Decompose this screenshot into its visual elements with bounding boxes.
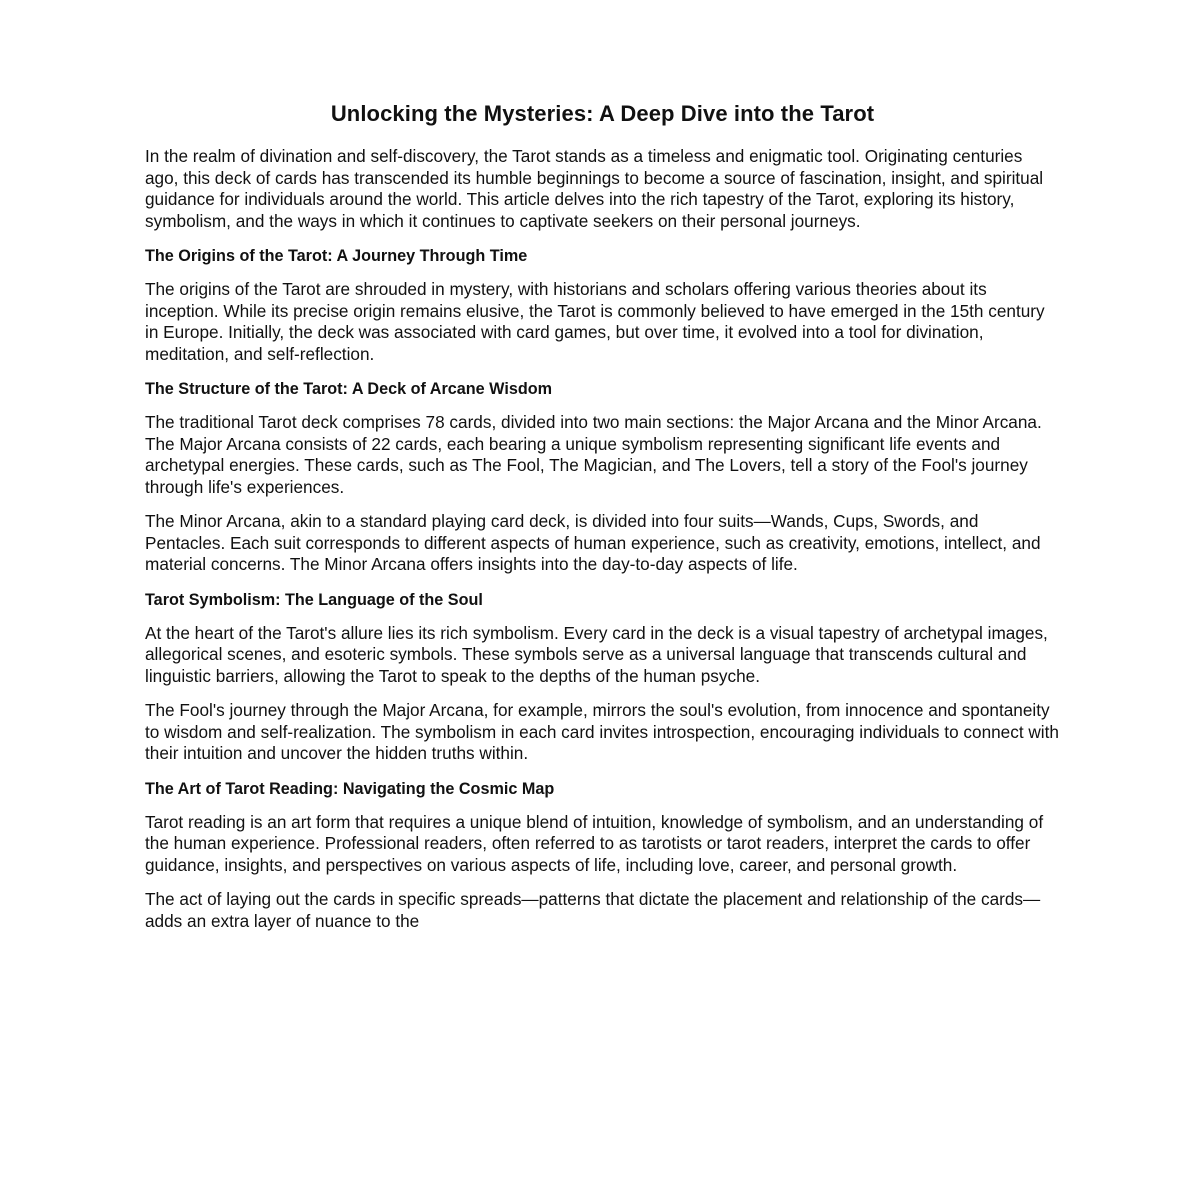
section-paragraph: The Fool's journey through the Major Arcana, for example, mirrors the soul's evolution, from innocence and spontaneity to wisdom and self-realization. The symbolism in each card invites introspection, encouraging individuals to connect with their intuition and uncover the hidden truths within. <box>145 700 1059 763</box>
document-title: Unlocking the Mysteries: A Deep Dive into the Tarot <box>330 101 875 126</box>
section-heading: The Art of Tarot Reading: Navigating the Cosmic Map <box>145 779 555 798</box>
section-structure <box>145 378 1060 576</box>
section-reading <box>145 778 1060 933</box>
section-paragraph: The Minor Arcana, akin to a standard playing card deck, is divided into four suits—Wands, Cups, Swords, and Pentacles. Each suit corresponds to different aspects of human experience, such as creativity, emotions, intellect, and material concerns. The Minor Arcana offers insights into the day-to-day aspects of life. <box>145 511 1041 574</box>
section-paragraph: Tarot reading is an art form that requires a unique blend of intuition, knowledge of symbolism, and an understanding of the human experience. Professional readers, often referred to as tarotists or tarot readers, interpret the cards to offer guidance, insights, and perspectives on various aspects of life, including love, career, and personal growth. <box>145 811 1044 875</box>
section-heading: The Origins of the Tarot: A Journey Through Time <box>145 247 528 265</box>
intro-paragraph: In the realm of divination and self-discovery, the Tarot stands as a timeless and enigmatic tool. Originating centuries ago, this deck of cards has transcended its humble beginnings to become a source of fascination, insight, and spiritual guidance for individuals around the world. This article delves into the rich tapestry of the Tarot, exploring its history, symbolism, and the ways in which it continues to captivate seekers on their personal journeys. <box>145 146 1044 231</box>
section-symbolism <box>145 589 1060 765</box>
section-paragraph: At the heart of the Tarot's allure lies its rich symbolism. Every card in the deck is a visual tapestry of archetypal images, allegorical scenes, and esoteric symbols. These symbols serve as a universal language that transcends cultural and linguistic barriers, allowing the Tarot to speak to the depths of the human psyche. <box>145 622 1048 686</box>
section-paragraph: The traditional Tarot deck comprises 78 cards, divided into two main sections: the Major Arcana and the Minor Arcana. The Major Arcana consists of 22 cards, each bearing a unique symbolism representing significant life events and archetypal energies. These cards, such as The Fool, The Magician, and The Lovers, tell a story of the Fool's journey through life's experiences. <box>145 412 1042 497</box>
section-heading: The Structure of the Tarot: A Deck of Arcane Wisdom <box>145 380 552 398</box>
section-paragraph: The origins of the Tarot are shrouded in mystery, with historians and scholars offering various theories about its inception. While its precise origin remains elusive, the Tarot is commonly believed to have emerged in the 15th century in Europe. Initially, the deck was associated with card games, but over time, it evolved into a tool for divination, meditation, and self-reflection. <box>145 279 1045 364</box>
section-paragraph: The act of laying out the cards in specific spreads—patterns that dictate the placement and relationship of the cards—adds an extra layer of nuance to the <box>145 889 1041 931</box>
document-page <box>145 98 1060 945</box>
section-origins <box>145 245 1060 365</box>
section-heading: Tarot Symbolism: The Language of the Soul <box>145 590 483 609</box>
